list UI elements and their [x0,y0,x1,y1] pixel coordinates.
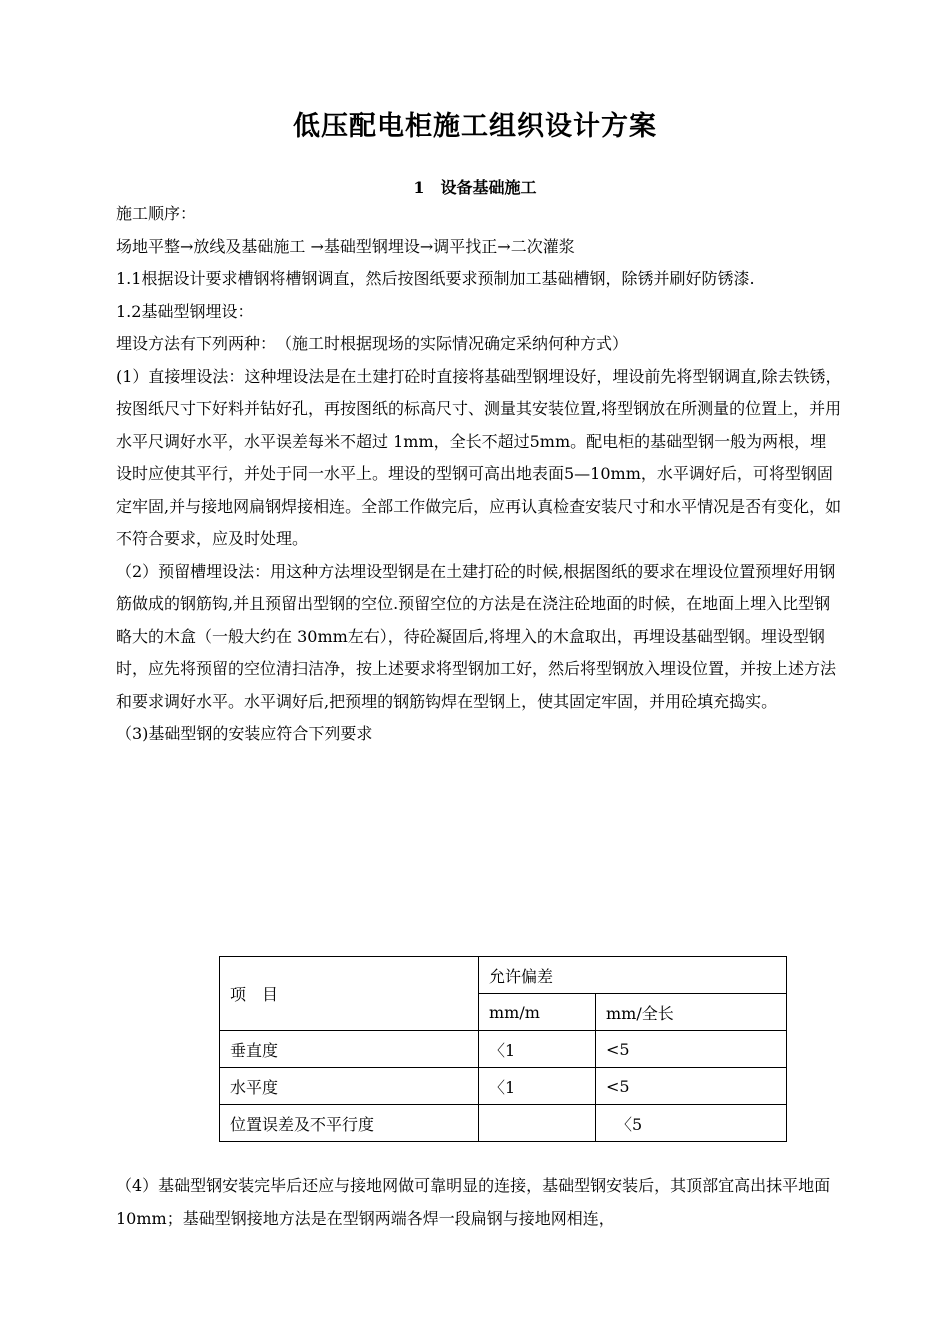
table-header-item: 项 目 [220,957,479,1031]
tolerance-table-wrap [219,956,787,1142]
table-cell: 位置误差及不平行度 [220,1105,479,1142]
section-heading: 1 设备基础施工 [413,178,537,197]
table-cell: 水平度 [220,1068,479,1105]
table-header-sub: mm/m [479,994,596,1031]
body-text-continued [116,1170,842,1235]
paragraph: 1.2基础型钢埋设： [116,301,254,321]
paragraph: 1.1根据设计要求槽钢将槽钢调直，然后按图纸要求预制加工基础槽钢，除锈并刷好防锈漆. [116,269,755,288]
document-title: 低压配电柜施工组织设计方案 [293,111,657,142]
table-cell: 〈1 [479,1068,596,1105]
table-cell: <5 [596,1031,787,1068]
table-row [220,1105,787,1142]
paragraph: (1）直接埋设法：这种埋设法是在土建打砼时直接将基础型钢埋设好，埋设前先将型钢调直,除去铁锈，按图纸尺寸下好料并钻好孔，再按图纸的标高尺寸、测量其安装位置,将型钢放在所测量的位置上，并用水平尺调好水平，水平误差每米不超过 1mm，全长不超过5mm。配电柜的基础型钢一般为两根，埋设时应使其平行，并处于同一水平上。埋设的型钢可高出地表面5—10mm，水平调好后，可将型钢固定牢固,并与接地网扁钢焊接相连。全部工作做完后，应再认真检查安装尺寸和水平情况是否有变化，如不符合要求，应及时处理。 [116,366,842,548]
table-header-group: 允许偏差 [479,957,787,994]
paragraph: （2）预留槽埋设法：用这种方法埋设型钢是在土建打砼的时候,根据图纸的要求在埋设位置预埋好用钢筋做成的钢筋钩,并且预留出型钢的空位.预留空位的方法是在浇注砼地面的时候，在地面上埋入比型钢略大的木盒（一般大约在 30mm左右），待砼凝固后,将埋入的木盒取出，再埋设基础型钢。埋设型钢时，应先将预留的空位清扫洁净，按上述要求将型钢加工好，然后将型钢放入埋设位置，并按上述方法和要求调好水平。水平调好后,把预埋的钢筋钩焊在型钢上，使其固定牢固，并用砼填充捣实。 [116,561,837,711]
table-row [220,1031,787,1068]
paragraph: 埋设方法有下列两种： （施工时根据现场的实际情况确定采纳何种方式） [116,334,629,353]
table-row [220,1068,787,1105]
paragraph: （3)基础型钢的安装应符合下列要求 [116,724,373,743]
table-cell: 〈1 [479,1031,596,1068]
table-cell: 垂直度 [220,1031,479,1068]
table-cell: 〈5 [596,1105,787,1142]
table-cell [479,1105,596,1142]
table-cell: <5 [596,1068,787,1105]
body-text [116,198,842,751]
paragraph: 施工顺序： [116,204,197,223]
paragraph: （4）基础型钢安装完毕后还应与接地网做可靠明显的连接，基础型钢安装后，其顶部宜高出抹平地面10mm；基础型钢接地方法是在型钢两端各焊一段扁钢与接地网相连， [116,1176,831,1228]
tolerance-table [219,956,787,1142]
paragraph: 场地平整→放线及基础施工 →基础型钢埋设→调平找正→二次灌浆 [116,236,575,256]
table-header-sub: mm/全长 [596,994,787,1031]
